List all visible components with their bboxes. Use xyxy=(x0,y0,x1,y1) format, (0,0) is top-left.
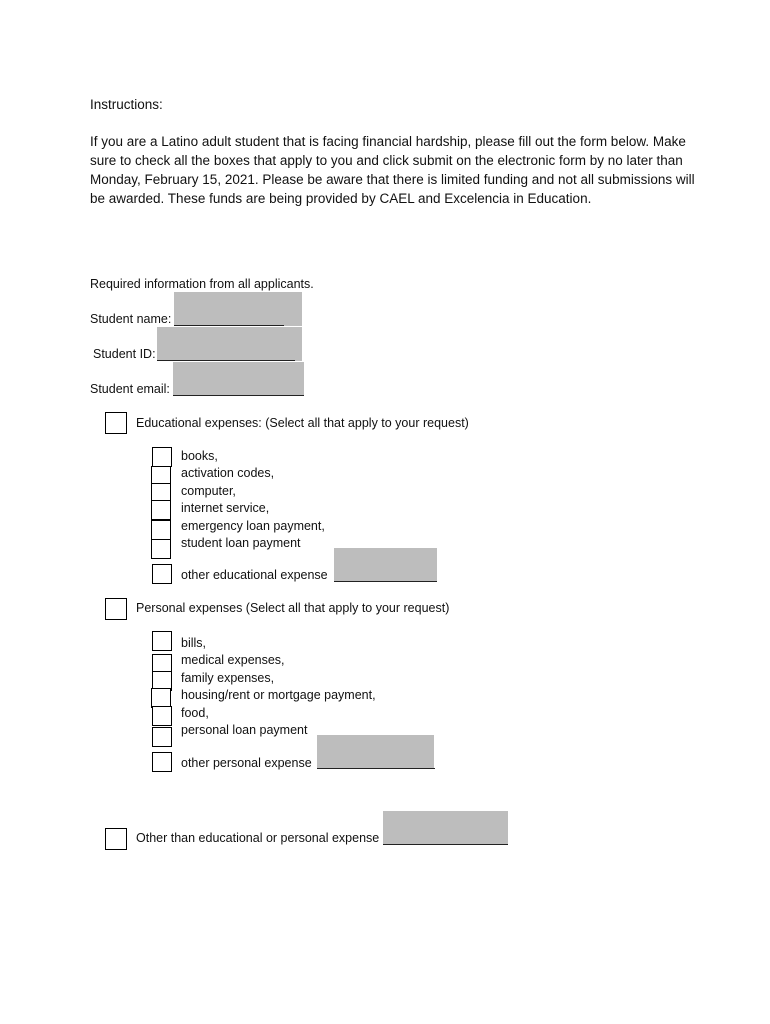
other-educational-field[interactable] xyxy=(334,548,437,582)
other-personal-underline xyxy=(317,768,435,769)
other-expense-field[interactable] xyxy=(383,811,508,845)
books-checkbox[interactable] xyxy=(152,447,172,467)
other-expense-label: Other than educational or personal expense xyxy=(136,831,380,845)
other-personal-label: other personal expense xyxy=(181,756,312,770)
other-expense-checkbox[interactable] xyxy=(105,828,127,850)
instructions-body: If you are a Latino adult student that is facing financial hardship, please fill out the form below. Make sure to check all the boxes that apply to you and click submit on the electronic form by no later than Monday, February 15, 2021. Please be aware that there is limited funding and not all submissions will be awarded. These funds are being provided by CAEL and Excelencia in Education. xyxy=(90,134,695,206)
personal-expenses-checkbox[interactable] xyxy=(105,598,127,620)
personal-expenses-label: Personal expenses (Select all that apply to your request) xyxy=(136,601,450,615)
personal-item-label: bills, xyxy=(181,636,207,650)
other-expense-underline xyxy=(383,844,508,845)
edu-item-label: computer, xyxy=(181,484,236,498)
other-personal-field[interactable] xyxy=(317,735,434,769)
housing-checkbox[interactable] xyxy=(151,688,171,708)
emergency-loan-checkbox[interactable] xyxy=(151,520,171,540)
internet-service-checkbox[interactable] xyxy=(151,500,171,520)
edu-item-label: student loan payment xyxy=(181,536,301,550)
other-educational-checkbox[interactable] xyxy=(152,564,172,584)
personal-item-label: housing/rent or mortgage payment, xyxy=(181,688,376,702)
edu-item-label: internet service, xyxy=(181,501,270,515)
food-checkbox[interactable] xyxy=(152,706,172,726)
student-email-label: Student email: xyxy=(90,382,170,396)
student-loan-checkbox[interactable] xyxy=(151,539,171,559)
student-id-underline xyxy=(157,360,295,361)
personal-item-label: medical expenses, xyxy=(181,653,285,667)
personal-item-label: personal loan payment xyxy=(181,723,308,737)
edu-item-label: emergency loan payment, xyxy=(181,519,325,533)
edu-item-label: activation codes, xyxy=(181,466,275,480)
educational-expenses-label: Educational expenses: (Select all that apply to your request) xyxy=(136,416,469,430)
student-name-label: Student name: xyxy=(90,312,172,326)
student-name-underline xyxy=(174,325,284,326)
bills-checkbox[interactable] xyxy=(152,631,172,651)
required-info-label: Required information from all applicants. xyxy=(90,277,314,291)
personal-loan-checkbox[interactable] xyxy=(152,727,172,747)
personal-item-label: family expenses, xyxy=(181,671,275,685)
personal-item-label: food, xyxy=(181,706,209,720)
student-id-label: Student ID: xyxy=(93,347,156,361)
student-email-field[interactable] xyxy=(173,362,304,396)
student-email-underline xyxy=(173,395,304,396)
educational-expenses-checkbox[interactable] xyxy=(105,412,127,434)
edu-item-label: books, xyxy=(181,449,218,463)
student-name-field[interactable] xyxy=(174,292,302,326)
student-id-field[interactable] xyxy=(157,327,302,361)
other-educational-underline xyxy=(334,581,437,582)
instructions-heading: Instructions: xyxy=(90,97,163,112)
other-personal-checkbox[interactable] xyxy=(152,752,172,772)
other-educational-label: other educational expense xyxy=(181,568,328,582)
